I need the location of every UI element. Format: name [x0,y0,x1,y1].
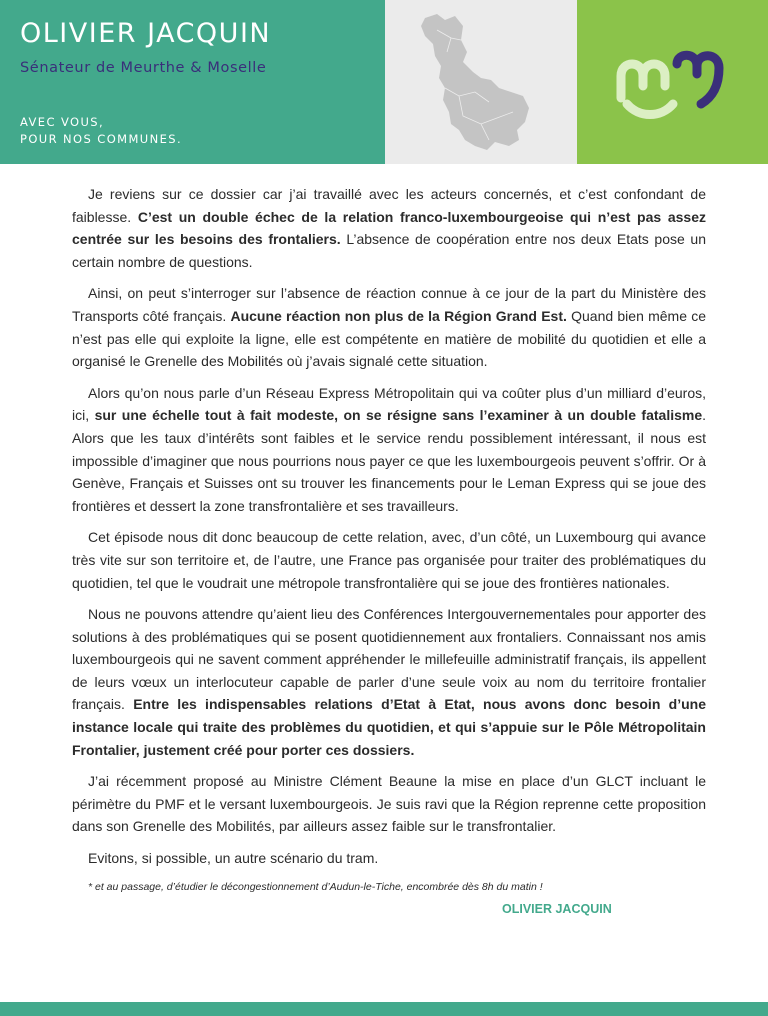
slogan [20,114,182,148]
paragraph-5-text: Nous ne pouvons attendre qu’aient lieu des Conférences Intergouvernementales pour apporter des solutions à des problématiques qui se posent quotidiennement aux frontaliers. Connaissant nos amis luxembourgeois qui ne savent comment appréhender le millefeuille administratif français, ils appellent de leurs vœux un interlocuteur capable de parler d’une seule voix au nom du territoire frontalier français. [72,606,706,713]
paragraph-3-emphasis: sur une échelle tout à fait modeste, on se résigne sans l’examiner à un double fatalisme [94,407,703,424]
letterhead [0,0,768,164]
footer-bar [0,1002,768,1016]
paragraph-2-text: Ainsi, on peut s’interroger sur l’absence de réaction connue à ce jour de la part du Ministère des Transports côté français. [72,285,706,324]
paragraph-3 [72,382,706,518]
paragraph-3-text-end: . Alors que les taux d’intérêts sont faibles et le service rendu possiblement intéressant, il nous est impossible d’imaginer que nous pourrions nous payer ce que les luxembourgeois peuvent s’offrir. Or à Genève, Français et Suisses ont su trouver les financements pour le Leman Express qui se joue des frontières et dessert la zone transfrontalière et ses travailleurs. [72,407,707,514]
paragraph-3-text: Alors qu’on nous parle d’un Réseau Express Métropolitain qui va coûter plus d’un milliard d’euros, ici, [72,384,706,424]
paragraph-6: J’ai récemment proposé au Ministre Clément Beaune la mise en place d’un GLCT incluant le périmètre du PMF et le versant luxembourgeois. Je suis ravi que la Région reprenne cette proposition dans son Grenelle des Mobilités, par ailleurs assez faible sur le transfrontalier. [72,773,706,835]
letterhead-title-panel [0,0,385,164]
slogan-line-1: AVEC VOUS, [20,115,105,129]
senator-role: Sénateur de Meurthe & Moselle [20,60,267,76]
signature: OLIVIER JACQUIN [502,902,612,916]
senator-name: OLIVIER JACQUIN [20,18,272,49]
mm-logo-icon [577,0,768,164]
slogan-line-2: POUR NOS COMMUNES. [20,132,183,146]
meurthe-et-moselle-map-icon [385,0,577,164]
paragraph-4: Cet épisode nous dit donc beaucoup de cette relation, avec, d’un côté, un Luxembourg qui avance très vite sur son territoire et, de l’autre, une France pas organisée pour traiter des problématiques du quotidien, tel que le voudrait une métropole transfrontalière qui se joue des frontières nationales. [72,529,706,591]
letter-body [72,183,706,904]
paragraph-1-emphasis: C’est un double échec de la relation franco-luxembourgeoise qui n’est pas assez centrée sur les besoins des frontaliers. [72,208,706,248]
paragraph-7: Evitons, si possible, un autre scénario du tram. [88,850,379,867]
paragraph-2-text-end: Quand bien même ce n’est pas elle qui exploite la ligne, elle est compétente en matière de mobilité du quotidien et elle a organisé le Grenelle des Mobilités où j’avais signalé cette situation. [72,307,706,370]
map-panel [385,0,577,164]
footnote: * et au passage, d’étudier le décongestionnement d’Audun-le-Tiche, encombrée dès 8h du matin ! [88,880,543,893]
paragraph-2-emphasis: Aucune réaction non plus de la Région Grand Est. [230,307,567,324]
paragraph-2 [72,282,706,372]
paragraph-5-emphasis: Entre les indispensables relations d’Etat à Etat, nous avons donc besoin d’une instance locale qui traite des problèmes du quotidien, et qui s’appuie sur le Pôle Métropolitain Frontalier, justement créé pour porter ces dossiers. [72,696,706,758]
paragraph-1-text-end: L’absence de coopération entre nos deux Etats pose un certain nombre de questions. [72,231,706,270]
paragraph-1-text: Je reviens sur ce dossier car j’ai travaillé avec les acteurs concernés, et c’est confondant de faiblesse. [72,186,706,225]
logo-panel [577,0,768,164]
paragraph-1 [72,183,706,273]
paragraph-5 [72,603,706,761]
